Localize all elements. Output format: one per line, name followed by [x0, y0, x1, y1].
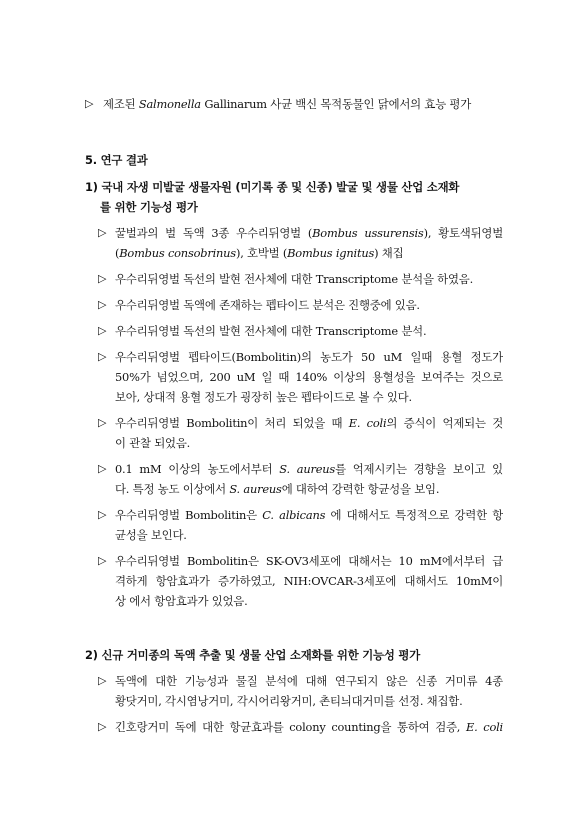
text-line: 이 관찰 되었음. — [115, 436, 191, 450]
bullet-triangle-icon: ▷ — [98, 226, 107, 239]
subsection-heading: 2) 신규 거미종의 독액 추출 및 생물 산업 소재화를 위한 기능성 평가 — [85, 648, 421, 662]
bullet-triangle-icon: ▷ — [98, 298, 107, 311]
subsection-heading: 1) 국내 자생 미발굴 생물자원 (미기록 종 및 신종) 발굴 및 생물 산업 소재화 — [85, 180, 460, 194]
text-line: 긴호랑거미 독에 대한 항균효과를 colony counting을 통하여 검증, E. coli — [115, 720, 503, 734]
text-line: 꿀벌과의 벌 독액 3종 우수리뒤영벌 (Bombus ussurensis), 황토색뒤영벌 — [115, 226, 503, 240]
section-heading: 5. 연구 결과 — [85, 153, 148, 167]
text-line: 격하게 항암효과가 증가하였고, NIH:OVCAR-3세포에 대해서도 10mM이 — [115, 574, 503, 588]
text-line: 상 에서 항암효과가 있었음. — [115, 594, 248, 608]
text-line: 우수리뒤영벌 Bombolitin은 SK-OV3세포에 대해서는 10 mM에서부터 급 — [115, 554, 503, 568]
text-line: 50%가 넘었으며, 200 uM 일 때 140% 이상의 용혈성을 보여주는 것으로 — [115, 370, 503, 384]
bullet-triangle-icon: ▷ — [98, 272, 107, 285]
text-line: 우수리뒤영벌 펩타이드(Bombolitin)의 농도가 50 uM 일때 용혈 정도가 — [115, 350, 503, 364]
text-line: 제조된 Salmonella Gallinarum 사균 백신 목적동물인 닭에서의 효능 평가 — [103, 97, 472, 111]
bullet-triangle-icon: ▷ — [98, 324, 107, 337]
text-line: 우수리뒤영벌 Bombolitin이 처리 되었을 때 E. coli의 증식이 억제되는 것 — [115, 416, 503, 430]
text-line: 독액에 대한 기능성과 물질 분석에 대해 연구되지 않은 신종 거미류 4종 — [115, 674, 503, 688]
bullet-triangle-icon: ▷ — [98, 554, 107, 567]
bullet-triangle-icon: ▷ — [85, 97, 94, 110]
text-line: 황닷거미, 각시염낭거미, 각시어리왕거미, 촌티늬대거미를 선정. 채집함. — [115, 694, 463, 708]
bullet-triangle-icon: ▷ — [98, 674, 107, 687]
bullet-triangle-icon: ▷ — [98, 508, 107, 521]
bullet-triangle-icon: ▷ — [98, 350, 107, 363]
text-line: (Bombus consobrinus), 호박벌 (Bombus ignitus) 채집 — [115, 246, 404, 260]
text-line: 우수리뒤영벌 독선의 발현 전사체에 대한 Transcriptome 분석. — [115, 324, 427, 338]
bullet-triangle-icon: ▷ — [98, 462, 107, 475]
text-line: 우수리뒤영벌 Bombolitin은 C. albicans 에 대해서도 특정적으로 강력한 항 — [115, 508, 503, 522]
text-line: 우수리뒤영벌 독액에 존재하는 펩타이드 분석은 진행중에 있음. — [115, 298, 420, 312]
text-line: 다. 특정 농도 이상에서 S. aureus에 대하여 강력한 항균성을 보임. — [115, 482, 440, 496]
text-line: 0.1 mM 이상의 농도에서부터 S. aureus를 억제시키는 경향을 보이고 있 — [115, 462, 503, 476]
bullet-triangle-icon: ▷ — [98, 416, 107, 429]
bullet-triangle-icon: ▷ — [98, 720, 107, 733]
text-line: 균성을 보인다. — [115, 528, 187, 542]
text-line: 보아, 상대적 용혈 정도가 굉장히 높은 펩타이드로 볼 수 있다. — [115, 390, 412, 404]
text-line: 우수리뒤영벌 독선의 발현 전사체에 대한 Transcriptome 분석을 하였음. — [115, 272, 473, 286]
subsection-heading-cont: 를 위한 기능성 평가 — [100, 200, 198, 214]
